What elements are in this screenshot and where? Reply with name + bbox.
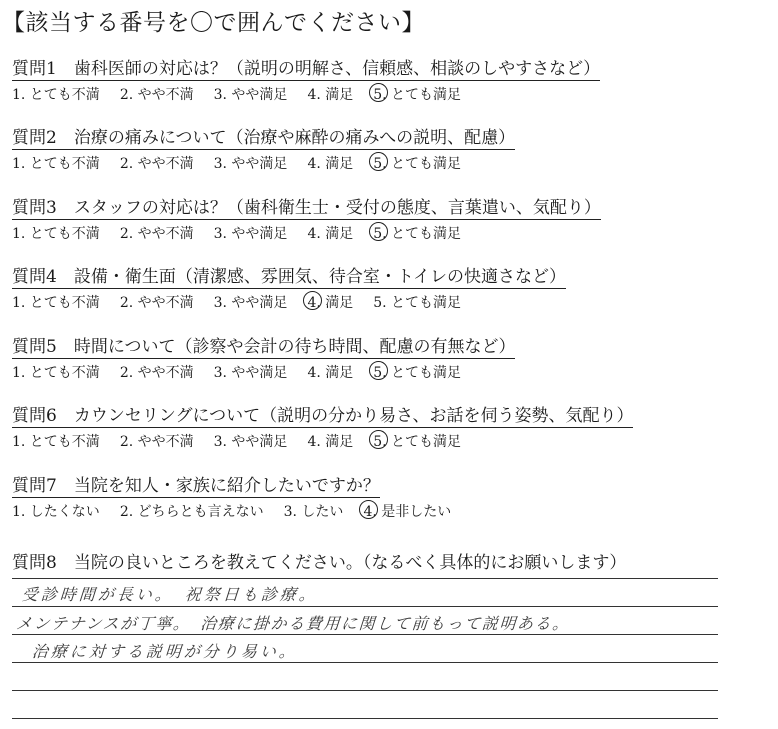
rating-option-label: 2. やや不満 — [119, 295, 194, 311]
rating-option-label: 2. やや不満 — [119, 434, 194, 450]
question-6 — [12, 401, 772, 452]
rating-option[interactable] — [120, 502, 264, 522]
question-7 — [12, 471, 772, 522]
rating-option-label: 3. やや満足 — [213, 87, 288, 103]
rating-option-label: 2. やや不満 — [119, 87, 194, 103]
question-4 — [12, 262, 772, 313]
rating-option-label: 2. どちらとも言えない — [119, 504, 264, 520]
answer-line — [12, 578, 718, 579]
rating-option[interactable] — [12, 224, 100, 244]
rating-options — [12, 85, 772, 105]
rating-option-label: 4. 満足 — [307, 156, 354, 172]
rating-option-label: 5. とても満足 — [373, 87, 462, 103]
selection-circle: 4. — [363, 504, 377, 520]
rating-option-label: 3. したい — [283, 504, 344, 520]
rating-option[interactable] — [284, 502, 344, 522]
rating-option[interactable] — [214, 432, 288, 452]
rating-option-label: 5. とても満足 — [373, 156, 462, 172]
rating-options — [12, 224, 772, 244]
question-8-label: 質問8 当院の良いところを教えてください。（なるべく具体的にお願いします） — [12, 553, 627, 573]
rating-option-label: 3. やや満足 — [213, 434, 288, 450]
rating-options — [12, 363, 772, 383]
question-label: 質問5 時間について（診察や会計の待ち時間、配慮の有無など） — [12, 332, 515, 359]
rating-option[interactable] — [120, 293, 194, 313]
handwritten-answer-line: メンテナンスが丁寧。 治療に掛かる費用に関して前もって説明ある。 — [15, 614, 571, 633]
question-1 — [12, 54, 772, 105]
rating-options — [12, 154, 772, 174]
rating-option-label: 3. やや満足 — [213, 226, 288, 242]
answer-line — [12, 662, 718, 663]
rating-option-selected[interactable] — [373, 432, 461, 452]
rating-option[interactable] — [307, 85, 353, 105]
rating-option-label: 3. やや満足 — [213, 365, 288, 381]
rating-option-label: 1. とても不満 — [12, 156, 100, 172]
rating-option-selected[interactable] — [373, 363, 461, 383]
rating-option-selected[interactable] — [307, 293, 353, 313]
rating-option-label: 4. 満足 — [307, 87, 354, 103]
rating-option[interactable] — [120, 432, 194, 452]
rating-option-label: 2. やや不満 — [119, 365, 194, 381]
rating-option[interactable] — [12, 85, 100, 105]
rating-options — [12, 502, 772, 522]
rating-option-label: 1. とても不満 — [12, 87, 100, 103]
rating-option[interactable] — [12, 154, 100, 174]
selection-circle: 5. — [373, 156, 387, 172]
rating-option[interactable] — [214, 363, 288, 383]
rating-option-label: 3. やや満足 — [213, 156, 288, 172]
selection-circle: 5. — [373, 87, 387, 103]
question-8 — [12, 548, 772, 574]
question-2 — [12, 123, 772, 174]
rating-option[interactable] — [12, 363, 100, 383]
rating-option-label: 4. 是非したい — [363, 504, 452, 520]
rating-option-label: 5. とても満足 — [373, 434, 462, 450]
rating-option[interactable] — [307, 154, 353, 174]
rating-option[interactable] — [120, 224, 194, 244]
rating-option[interactable] — [214, 154, 288, 174]
rating-options — [12, 293, 772, 313]
rating-option-label: 4. 満足 — [307, 295, 354, 311]
question-label: 質問7 当院を知人・家族に紹介したいですか？ — [12, 471, 380, 498]
rating-option[interactable] — [120, 154, 194, 174]
handwritten-answer-line: 治療に対する説明が分り易い。 — [31, 642, 299, 661]
handwritten-answer-line: 受診時間が長い。 祝祭日も診療。 — [21, 585, 319, 604]
rating-option-label: 1. とても不満 — [12, 434, 100, 450]
selection-circle: 5. — [373, 226, 387, 242]
rating-option-label: 2. やや不満 — [119, 226, 194, 242]
selection-circle: 4. — [307, 295, 321, 311]
rating-options — [12, 432, 772, 452]
selection-circle: 5. — [373, 365, 387, 381]
selection-circle: 5. — [373, 434, 387, 450]
question-label: 質問4 設備・衛生面（清潔感、雰囲気、待合室・トイレの快適さなど） — [12, 262, 566, 289]
question-3 — [12, 193, 772, 244]
rating-option[interactable] — [307, 363, 353, 383]
question-5 — [12, 332, 772, 383]
rating-option[interactable] — [12, 432, 100, 452]
rating-option-label: 1. とても不満 — [12, 226, 100, 242]
rating-option[interactable] — [12, 293, 100, 313]
rating-option-label: 4. 満足 — [307, 434, 354, 450]
rating-option[interactable] — [214, 85, 288, 105]
rating-option-selected[interactable] — [373, 154, 461, 174]
rating-option[interactable] — [307, 432, 353, 452]
rating-option-label: 1. とても不満 — [12, 365, 100, 381]
rating-option-label: 2. やや不満 — [119, 156, 194, 172]
answer-line — [12, 606, 718, 607]
rating-option-label: 5. とても満足 — [373, 365, 462, 381]
rating-option[interactable] — [307, 224, 353, 244]
rating-option[interactable] — [120, 85, 194, 105]
rating-option-label: 3. やや満足 — [213, 295, 288, 311]
question-label: 質問3 スタッフの対応は？（歯科衛生士・受付の態度、言葉遣い、気配り） — [12, 193, 601, 220]
question-label: 質問2 治療の痛みについて（治療や麻酔の痛みへの説明、配慮） — [12, 123, 515, 150]
question-label: 質問6 カウンセリングについて（説明の分かり易さ、お話を伺う姿勢、気配り） — [12, 401, 633, 428]
rating-option-label: 4. 満足 — [307, 365, 354, 381]
rating-option-label: 1. したくない — [12, 504, 100, 520]
rating-option[interactable] — [214, 224, 288, 244]
rating-option[interactable] — [120, 363, 194, 383]
answer-line — [12, 718, 718, 719]
rating-option-label: 1. とても不満 — [12, 295, 100, 311]
answer-line — [12, 690, 718, 691]
rating-option[interactable] — [373, 293, 461, 313]
rating-option[interactable] — [12, 502, 100, 522]
rating-option-selected[interactable] — [363, 502, 451, 522]
question-label: 質問1 歯科医師の対応は？（説明の明解さ、信頼感、相談のしやすさなど） — [12, 54, 600, 81]
rating-option-label: 4. 満足 — [307, 226, 354, 242]
rating-option-label: 5. とても満足 — [373, 226, 462, 242]
rating-option-label: 5. とても満足 — [373, 295, 462, 311]
rating-option-selected[interactable] — [373, 85, 461, 105]
answer-line — [12, 634, 718, 635]
rating-option[interactable] — [214, 293, 288, 313]
rating-option-selected[interactable] — [373, 224, 461, 244]
form-title: 【該当する番号を〇で囲んでください】 — [2, 10, 425, 36]
